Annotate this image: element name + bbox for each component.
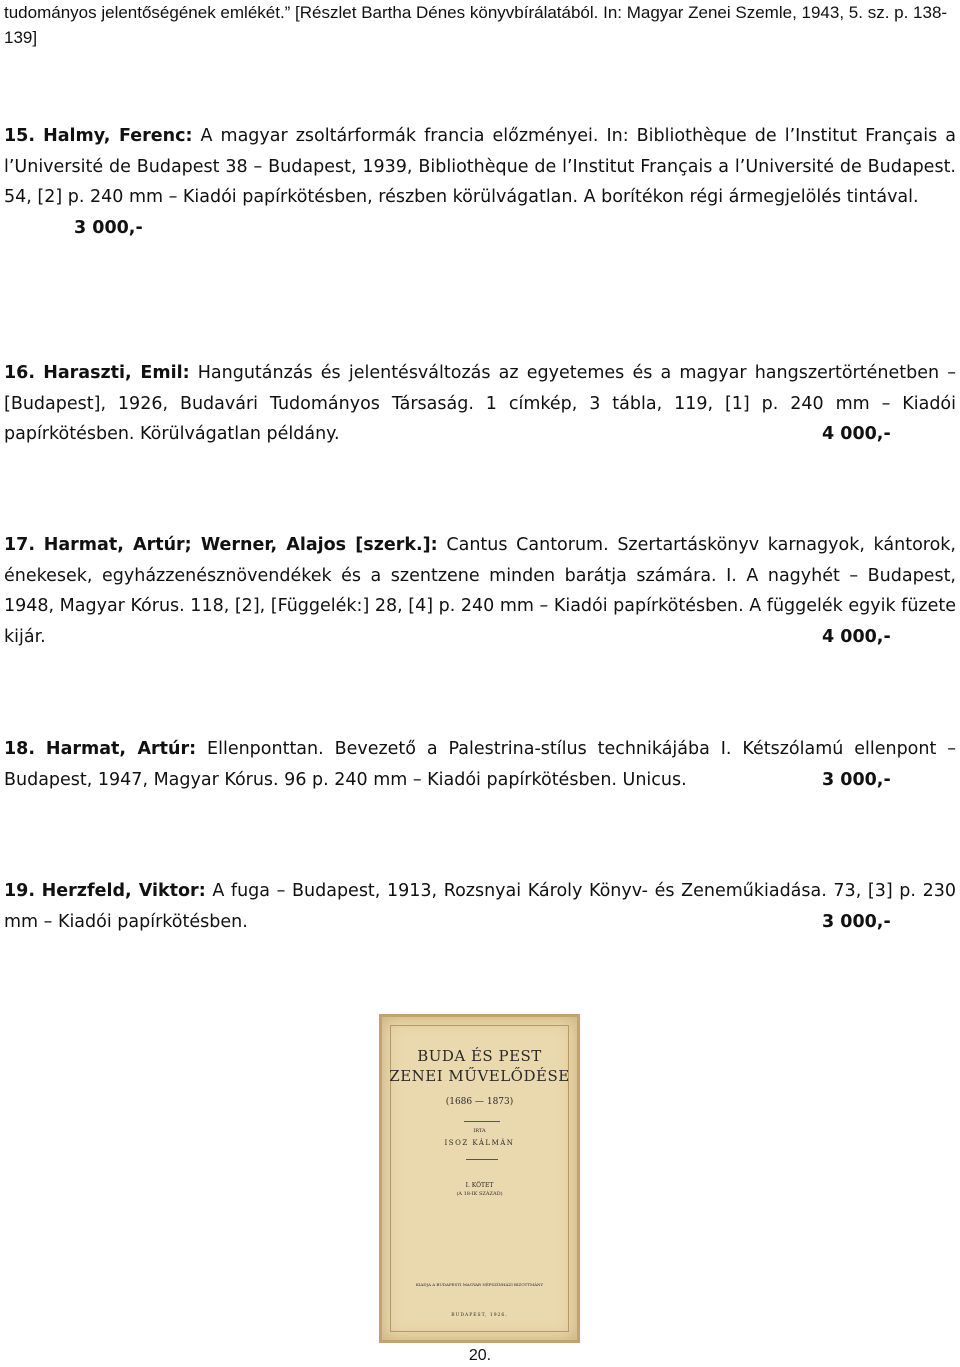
cover-title-line-2: ZENEI MŰVELŐDÉSE	[389, 1067, 570, 1085]
catalog-entry-19	[4, 876, 956, 937]
entry-price: 4 000,-	[822, 424, 891, 444]
cover-years: (1686 — 1873)	[445, 1097, 514, 1107]
entry-author: Haraszti, Emil:	[43, 363, 190, 383]
entry-description: Ellenponttan. Bevezető a Palestrina-stílus technikájába I. Kétszólamú ellenpont – Budapest, 1947, Magyar Kórus. 96 p. 240 mm – Kiadói papírkötésben. Unicus.	[4, 739, 956, 790]
book-cover-image	[379, 1014, 580, 1343]
entry-number: 19.	[4, 881, 36, 901]
entry-number: 16.	[4, 363, 36, 383]
entry-price: 3 000,-	[822, 911, 891, 932]
entry-author: Herzfeld, Viktor:	[41, 881, 206, 901]
entry-description: Cantus Cantorum. Szertartáskönyv karnagyok, kántorok, énekesek, egyházzenésznövendékek és a szentzene minden barátja számára. I. A nagyhét – Budapest, 1948, Magyar Kórus. 118, [2], [Függelék:] 28, [4] p. 240 mm – Kiadói papírkötésben. A függelék egyik füzete kijár.	[4, 535, 956, 647]
entry-number: 18.	[4, 739, 36, 759]
entry-price: 4 000,-	[822, 626, 891, 647]
entry-price: 3 000,-	[74, 217, 143, 238]
cover-divider	[464, 1121, 500, 1122]
cover-byline: IRTA	[473, 1128, 486, 1134]
entry-price: 3 000,-	[822, 769, 891, 790]
cover-divider	[466, 1159, 498, 1160]
cover-title-line-1: BUDA ÉS PEST	[417, 1047, 542, 1065]
entry-description: Hangutánzás és jelentésváltozás az egyetemes és a magyar hangszertörténetben – [Budapest], 1926, Budavári Tudományos Társaság. 1 címkép, 3 tábla, 119, [1] p. 240 mm – Kiadói papírkötésben. Körülvágatlan példány.	[4, 363, 956, 444]
catalog-entry-15	[4, 121, 956, 243]
cover-publisher: KIADJA A BUDAPESTI MAGYAR NÉPSZÍNHÁZI BIZOTTMÁNY	[415, 1282, 544, 1287]
catalog-entry-16	[4, 358, 956, 450]
entry-description: A magyar zsoltárformák francia előzményei. In: Bibliothèque de l’Institut Français a l’Université de Budapest 38 – Budapest, 1939, Bibliothèque de l’Institut Français a l’Université de Budapest. 54, [2] p. 240 mm – Kiadói papírkötésben, részben körülvágatlan. A borítékon régi ármegjelölés tintával.	[4, 126, 956, 207]
entry-author: Harmat, Artúr; Werner, Alajos [szerk.]:	[43, 535, 438, 555]
catalog-entry-17	[4, 530, 956, 652]
intro-line-2: 139]	[4, 28, 38, 47]
catalog-entry-18	[4, 734, 956, 795]
cover-author: ISOZ KÁLMÁN	[444, 1139, 515, 1147]
intro-line-1: tudományos jelentőségének emlékét.” [Részlet Bartha Dénes könyvbírálatából. In: Magyar Zenei Szemle, 1943, 5. sz. p. 138-	[4, 3, 948, 22]
entry-number: 15.	[4, 126, 36, 146]
cover-volume: I. KÖTET	[465, 1182, 494, 1189]
entry-author: Halmy, Ferenc:	[43, 126, 193, 146]
entry-author: Harmat, Artúr:	[45, 739, 197, 759]
cover-place-year: BUDAPEST, 1926.	[451, 1313, 508, 1318]
intro-fragment	[4, 0, 954, 50]
entry-number: 17.	[4, 535, 36, 555]
page-number: 20.	[468, 1347, 492, 1364]
cover-volume-subtitle: (A 18-IK SZÁZAD)	[456, 1191, 503, 1197]
entry-description: A fuga – Budapest, 1913, Rozsnyai Károly Könyv- és Zeneműkiadása. 73, [3] p. 230 mm – Kiadói papírkötésben.	[4, 881, 956, 932]
